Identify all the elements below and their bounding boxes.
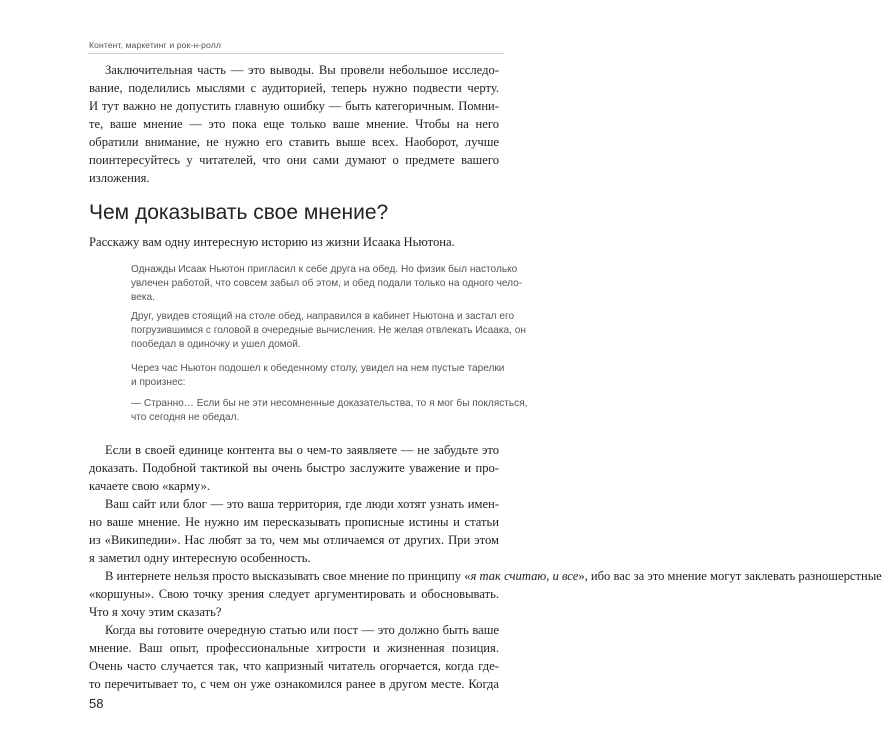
quote-line: Через час Ньютон подошел к обеденному столу, увидел на нем пустые тарелки <box>131 363 505 374</box>
quote-line: Однажды Исаак Ньютон пригласил к себе друга на обед. Но физик был настолько <box>131 264 518 275</box>
text-line: Очень часто случается так, что капризный читатель огорчается, когда где- <box>89 659 499 673</box>
text-line: изложения. <box>89 171 150 185</box>
text-line: И тут важно не допустить главную ошибку — быть категоричным. Помни- <box>89 99 499 113</box>
text-line: вание, поделились мыслями с аудиторией, теперь нужно подвести черту. <box>89 81 499 95</box>
text-line: я заметил одну интересную особенность. <box>89 551 311 565</box>
intro-line: Расскажу вам одну интересную историю из жизни Исаака Ньютона. <box>89 235 455 249</box>
quote-line: Друг, увидев стоящий на столе обед, направился в кабинет Ньютона и застал его <box>131 311 515 322</box>
text-line: «коршуны». Свою точку зрения следует аргументировать и обосновывать. <box>89 587 499 601</box>
text-line: доказать. Подобной тактикой вы очень быстро заслужите уважение и про- <box>89 461 499 475</box>
section-heading: Чем доказывать свое мнение? <box>89 201 389 224</box>
text-line: поинтересуйтесь у читателей, что они сами думают о предмете вашего <box>89 153 499 167</box>
text-line: те, ваше мнение — это пока еще только ваше мнение. Чтобы на него <box>89 117 499 131</box>
page-number: 58 <box>89 696 104 711</box>
text-line: обратили внимание, не нужно его ставить выше всех. Наоборот, лучше <box>89 135 499 149</box>
text-line: из «Википедии». Нас любят за то, чем мы отличаемся от других. При этом <box>89 533 499 547</box>
quote-line: и произнес: <box>131 377 186 388</box>
quote-line: — Странно… Если бы не эти несомненные доказательства, то я мог бы поклясться, <box>131 398 528 409</box>
quote-line: погрузившимся с головой в очередные вычисления. Не желая отвлекать Исаака, он <box>131 325 526 336</box>
text-line: Что я хочу этим сказать? <box>89 605 222 619</box>
text-line: то перечитывает то, с чем он уже ознакомился ранее в другом месте. Когда <box>89 677 499 691</box>
text-line: Когда вы готовите очередную статью или пост — это должно быть ваше <box>105 623 499 637</box>
quote-line: увлечен работой, что совсем забыл об этом, и обед подали только на одного чело- <box>131 278 523 289</box>
running-head: Контент, маркетинг и рок-н-ролл <box>89 40 221 50</box>
text-line: Заключительная часть — это выводы. Вы провели небольшое исследо- <box>105 63 499 77</box>
italic-phrase: я так считаю, и все <box>470 569 579 583</box>
quote-line: века. <box>131 292 155 303</box>
text-line: качаете свою «карму». <box>89 479 211 493</box>
text-line: мнение. Ваш опыт, профессиональные хитрости и жизненная позиция. <box>89 641 499 655</box>
text-line: но ваше мнение. Не нужно им пересказывать прописные истины и статьи <box>89 515 499 529</box>
header-rule <box>88 53 504 54</box>
text-line: Ваш сайт или блог — это ваша территория, где люди хотят узнать имен- <box>105 497 499 511</box>
quote-line: что сегодня не обедал. <box>131 412 240 423</box>
text-line: Если в своей единице контента вы о чем-то заявляете — не забудьте это <box>105 443 499 457</box>
text-line: В интернете нельзя просто высказывать свое мнение по принципу «я так считаю, и все», ибо вас за это мнение могут заклевать разношерстные <box>105 569 882 583</box>
quote-line: пообедал в одиночку и ушел домой. <box>131 339 301 350</box>
